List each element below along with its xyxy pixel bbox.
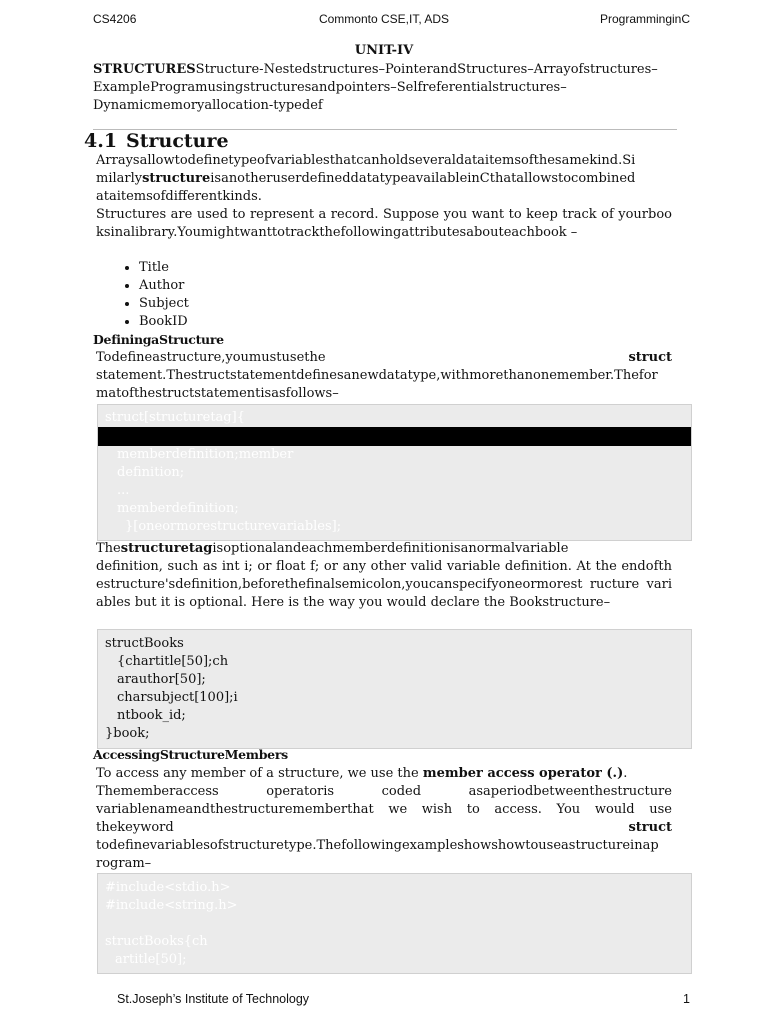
code-line: definition;	[117, 465, 185, 480]
defining-line-3: matofthestructstatementisasfollows–	[96, 386, 339, 401]
access-line-3: variablenameandthestructurememberthat we wish to access. You would use	[96, 802, 672, 817]
access-line-2: Thememberaccess operatoris coded asaperiodbetweenthestructure	[96, 784, 672, 799]
page-number: 1	[683, 992, 690, 1006]
defining-heading: DefiningaStructure	[93, 332, 224, 347]
record-paragraph: Structures are used to represent a record. Suppose you want to keep track of yourbooksinalibrary.Youmightwanttotrackthefollowingattributesabouteachbook –	[96, 207, 672, 240]
defining-paragraph	[96, 349, 672, 403]
code-line	[98, 915, 691, 933]
list-item: • Title	[139, 259, 189, 277]
footer-institute: St.Joseph’s Institute of Technology	[117, 992, 310, 1006]
access-line-4: thekeyword struct	[96, 820, 672, 835]
unit-title: UNIT-IV	[354, 43, 414, 58]
section-title: Structure	[126, 130, 229, 152]
code-line: }[oneormorestructurevariables];	[125, 519, 342, 534]
tag-line-1: Thestructuretagisoptionalandeachmemberdefinitionisanormalvariable	[96, 541, 569, 556]
code-line: structBooks	[105, 636, 184, 651]
code-line: struct[structuretag]{	[105, 410, 245, 425]
attribute-list	[96, 259, 189, 331]
code-line: arauthor[50];	[117, 672, 206, 687]
access-line-5: todefinevariablesofstructuretype.Thefollowingexampleshowshowtouseastructureinap	[96, 838, 659, 853]
defining-line-1: Todefineastructure,youmustusethe struct	[96, 350, 672, 365]
access-line-1: To access any member of a structure, we use the member access operator (.).	[96, 766, 628, 781]
code-line: ...	[117, 483, 130, 498]
section-heading	[84, 130, 229, 152]
code-line: #include<stdio.h>	[105, 880, 231, 895]
list-item: • Subject	[139, 295, 189, 313]
defining-line-2: statement.Thestructstatementdefinesanewdatatype,withmorethanonemember.Thefor	[96, 368, 658, 383]
list-item: • BookID	[139, 313, 189, 331]
section-number: 4.1	[84, 130, 118, 152]
list-item: • Author	[139, 277, 189, 295]
format-code-block	[97, 404, 692, 541]
intro-paragraph	[96, 152, 672, 206]
structure-tag-paragraph	[96, 540, 672, 612]
tag-rest: definition, such as int i; or float f; or any other valid variable definition. At the endofthestructure'sdefinition,beforethefinalsemicolon,youcanspecifyoneormorest ructure variables but it is optional. Here is the way you would declare the Bookstructure–	[96, 559, 672, 610]
code-line: structBooks{ch	[105, 934, 208, 949]
code-line: memberdefinition;member	[117, 447, 294, 462]
code-line: }book;	[105, 726, 150, 741]
code-line: #include<string.h>	[105, 898, 238, 913]
header-course-code: CS4206	[93, 12, 137, 26]
code-line: memberdefinition;	[117, 501, 239, 516]
intro-line-3: ataitemsofdifferentkinds.	[96, 189, 262, 204]
redaction-bar	[98, 427, 691, 446]
header-subject: ProgramminginC	[599, 12, 690, 26]
code-line: charsubject[100];i	[117, 690, 238, 705]
accessing-heading: AccessingStructureMembers	[93, 747, 288, 762]
code-line: {chartitle[50];ch	[117, 654, 229, 669]
accessing-paragraph	[96, 765, 672, 873]
syllabus-lead: STRUCTURES	[93, 62, 196, 77]
access-line-6: rogram–	[96, 856, 152, 871]
intro-line-2: milarlystructureisanotheruserdefineddatatypeavailableinCthatallowstocombined	[96, 171, 636, 186]
example-code-block	[97, 873, 692, 974]
syllabus	[93, 61, 693, 115]
code-line: artitle[50];	[115, 952, 187, 967]
syllabus-text: Structure-Nestedstructures–PointerandStructures–Arrayofstructures–ExampleProgramusingstructuresandpointers–Selfreferentialstructures–Dynamicmemoryallocation-typedef	[93, 62, 658, 113]
header-departments: Commonto CSE,IT, ADS	[318, 12, 450, 26]
code-line: ntbook_id;	[117, 708, 186, 723]
books-code-block	[97, 629, 692, 749]
intro-line-1: Arraysallowtodefinetypeofvariablesthatcanholdseveraldataitemsofthesamekind.Si	[96, 153, 636, 168]
